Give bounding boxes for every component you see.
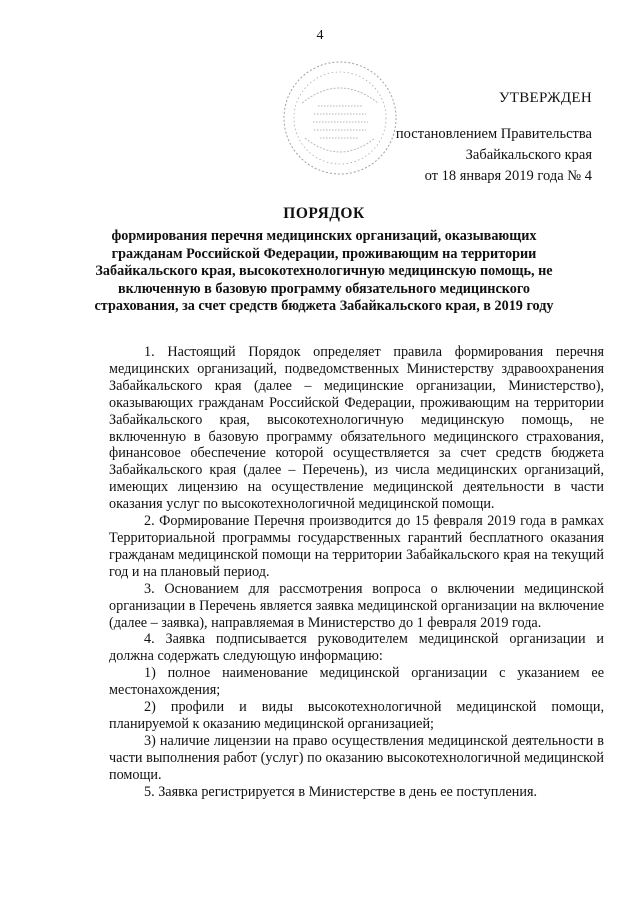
approval-block	[360, 88, 592, 187]
paragraph-4: 4. Заявка подписывается руководителем медицинской организации и должна содержать следующую информацию:	[109, 631, 604, 665]
list-item-2: 2) профили и виды высокотехнологичной медицинской помощи, планируемой к оказанию медицинской организацией;	[109, 699, 604, 732]
approved-label: УТВЕРЖДЕН	[498, 90, 592, 106]
list-item-1: 1) полное наименование медицинской организации с указанием ее местонахождения;	[109, 665, 604, 699]
paragraph-2: 2. Формирование Перечня производится до 15 февраля 2019 года в рамках Территориальной программы государственных гарантий бесплатного оказания гражданам медицинской помощи на территории Забайкальского края на текущий год и на плановый период.	[109, 513, 604, 580]
page-number: 4	[316, 28, 324, 43]
title-block	[84, 205, 564, 316]
paragraph-1: 1. Настоящий Порядок определяет правила формирования перечня медицинских организаций, подведомственных Министерству здравоохранения Забайкальского края (далее – медицинские организации, Министерство), оказывающих гражданам Российской Федерации, проживающим на территории Забайкальского края, высокотехнологичную медицинскую помощь, не включенную в базовую программу обязательного медицинского страхования, финансовое обеспечение которой осуществляется за счет средств бюджета Забайкальского края (далее – Перечень), из числа медицинских организаций, имеющих лицензию на осуществление медицинской деятельности в части оказания услуг по высокотехнологичной медицинской помощи.	[109, 344, 604, 513]
paragraph-3: 3. Основанием для рассмотрения вопроса о включении медицинской организации в Перечень является заявка медицинской организации на включение (далее – заявка), направляемая в Министерство до 1 февраля 2019 года.	[109, 580, 604, 631]
document-subtitle: формирования перечня медицинских организаций, оказывающих гражданам Российской Федерации, проживающим на территории Забайкальского края, высокотехнологичную медицинскую помощь, не включенную в базовую программу обязательного медицинского страхования, за счет средств бюджета Забайкальского края, в 2019 году	[94, 228, 554, 314]
paragraph-5: 5. Заявка регистрируется в Министерстве в день ее поступления.	[144, 783, 538, 800]
approval-line-2: Забайкальского края	[465, 147, 592, 163]
document-title: ПОРЯДОК	[283, 205, 365, 222]
document-body	[109, 344, 604, 800]
approval-line-1: постановлением Правительства	[395, 126, 592, 142]
approval-line-3: от 18 января 2019 года № 4	[424, 168, 592, 184]
list-item-3: 3) наличие лицензии на право осуществления медицинской деятельности в части выполнения работ (услуг) по оказанию высокотехнологичной медицинской помощи.	[109, 732, 604, 783]
